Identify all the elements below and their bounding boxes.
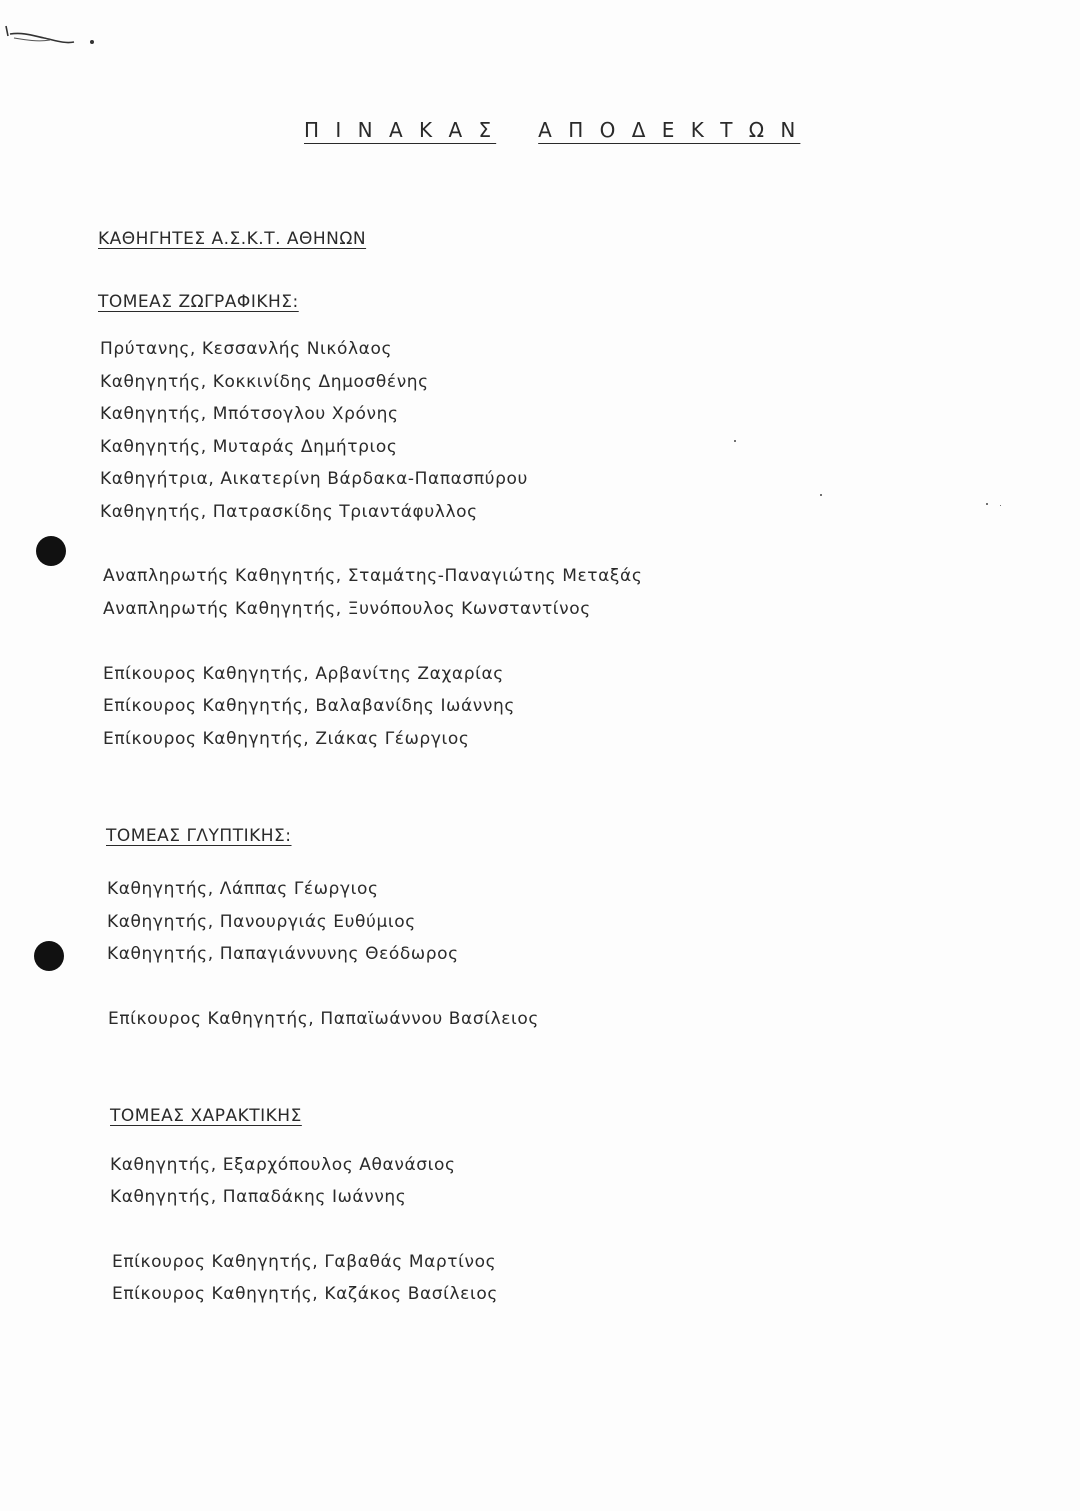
main-heading: ΚΑΘΗΓΗΤΕΣ Α.Σ.Κ.Τ. ΑΘΗΝΩΝ bbox=[98, 229, 367, 249]
title-part-2: Α Π Ο Δ Ε Κ Τ Ω Ν bbox=[538, 118, 801, 142]
list-item: Πρύτανης, Κεσσανλής Νικόλαος bbox=[100, 339, 393, 359]
scan-speck bbox=[820, 494, 822, 496]
list-item: Καθηγητής, Κοκκινίδης Δημοσθένης bbox=[100, 372, 429, 392]
scan-speck bbox=[1000, 505, 1001, 506]
list-item: Αναπληρωτής Καθηγητής, Σταμάτης-Παναγιώτης Μεταξάς bbox=[103, 566, 643, 586]
punch-hole bbox=[36, 536, 66, 566]
scan-mark-icon bbox=[4, 22, 104, 62]
scan-speck bbox=[734, 440, 736, 442]
list-item: Επίκουρος Καθηγητής, Γαβαθάς Μαρτίνος bbox=[112, 1252, 497, 1272]
section-heading-sculpture: ΤΟΜΕΑΣ ΓΛΥΠΤΙΚΗΣ: bbox=[106, 826, 292, 846]
list-item: Καθηγητής, Πανουργιάς Ευθύμιος bbox=[107, 912, 416, 932]
punch-hole bbox=[34, 941, 64, 971]
list-item: Καθηγητής, Μυταράς Δημήτριος bbox=[100, 437, 398, 457]
list-item: Επίκουρος Καθηγητής, Βαλαβανίδης Ιωάννης bbox=[103, 696, 515, 716]
section-heading-painting: ΤΟΜΕΑΣ ΖΩΓΡΑΦΙΚΗΣ: bbox=[98, 292, 299, 312]
list-item: Καθηγητής, Παπαδάκης Ιωάννης bbox=[110, 1187, 407, 1207]
list-item: Επίκουρος Καθηγητής, Αρβανίτης Ζαχαρίας bbox=[103, 664, 504, 684]
list-item: Καθηγήτρια, Αικατερίνη Βάρδακα-Παπασπύρου bbox=[100, 469, 528, 489]
list-item: Επίκουρος Καθηγητής, Ζιάκας Γέωργιος bbox=[103, 729, 470, 749]
list-item: Επίκουρος Καθηγητής, Παπαϊωάννου Βασίλειος bbox=[108, 1009, 539, 1029]
section-heading-printmaking: ΤΟΜΕΑΣ ΧΑΡΑΚΤΙΚΗΣ bbox=[110, 1106, 302, 1126]
title-part-1: Π Ι Ν Α Κ Α Σ bbox=[304, 118, 497, 142]
list-item: Καθηγητής, Πατρασκίδης Τριαντάφυλλος bbox=[100, 502, 478, 522]
list-item: Καθηγητής, Παπαγιάννυνης Θεόδωρος bbox=[107, 944, 459, 964]
list-item: Επίκουρος Καθηγητής, Καζάκος Βασίλειος bbox=[112, 1284, 498, 1304]
list-item: Καθηγητής, Μπότσογλου Χρόνης bbox=[100, 404, 399, 424]
document-title bbox=[304, 118, 800, 142]
list-item: Καθηγητής, Λάππας Γέωργιος bbox=[107, 879, 379, 899]
list-item: Αναπληρωτής Καθηγητής, Ξυνόπουλος Κωνσταντίνος bbox=[103, 599, 591, 619]
list-item: Καθηγητής, Εξαρχόπουλος Αθανάσιος bbox=[110, 1155, 456, 1175]
scan-speck bbox=[986, 503, 988, 505]
